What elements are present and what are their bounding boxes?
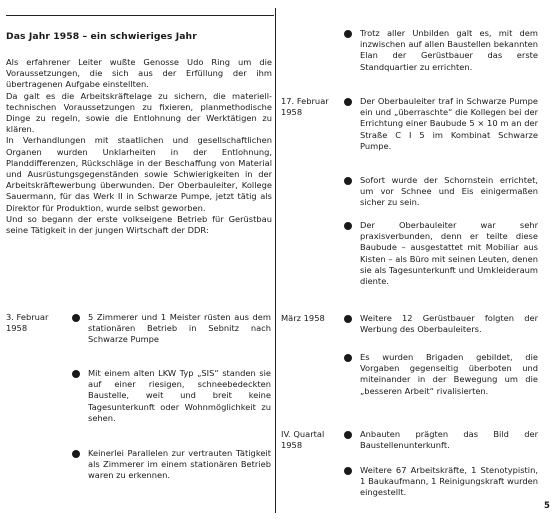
timeline-entry: Es wurden Brigaden gebildet, die Vorgaben gegenseitig überboten und miteinander in der Bewegung um die „besseren Arbeit“ rivalisierten. — [360, 352, 538, 396]
bullet-icon — [72, 370, 80, 378]
page-number: 5 — [544, 501, 550, 511]
bullet-icon — [344, 315, 352, 323]
timeline-entry: Trotz aller Unbilden galt es, mit dem inzwischen auf allen Baustellen bekannten Elan der Gerüstbauer das erste Standquartier zu errichten. — [360, 28, 538, 72]
timeline-date: 3. Februar 1958 — [6, 312, 49, 334]
timeline-entry: Sofort wurde der Schornstein errichtet, um vor Schnee und Eis einigermaßen sicher zu sein. — [360, 175, 538, 208]
timeline-date: März 1958 — [281, 313, 325, 323]
timeline-entry: Der Oberbauleiter war sehr praxisverbunden, denn er teilte diese Baubude – ausgestattet mit Mobiliar aus Kisten – als Büro mit seinen Leuten, denen sie als Tagesunterkunft und Umkleideraum diente. — [360, 220, 538, 287]
bullet-icon — [344, 354, 352, 362]
timeline-entry: 5 Zimmerer und 1 Meister rüsten aus dem stationären Betrieb in Sebnitz nach Schwarze Pumpe — [88, 312, 271, 345]
bullet-icon — [344, 98, 352, 106]
bullet-icon — [344, 177, 352, 185]
bullet-icon — [72, 314, 80, 322]
timeline-entry: Weitere 67 Arbeitskräfte, 1 Stenotypistin, 1 Baukaufmann, 1 Reinigungskraft wurden eingestellt. — [360, 465, 538, 498]
timeline-entry: Der Oberbauleiter traf in Schwarze Pumpe ein und „überraschte“ die Kollegen bei der Errichtung einer Baubude 5 × 10 m an der Straße C I 5 im Kombinat Schwarze Pumpe. — [360, 96, 538, 151]
bullet-icon — [344, 431, 352, 439]
intro-text — [6, 57, 272, 236]
intro-paragraph: In Verhandlungen mit staatlichen und gesellschaftlichen Organen wurden Unklarheiten in der Entlohnung, Planddifferenzen, Rückschläge in der Beschaffung von Material und Ausrüstungsgegenständen sowie Schwierigkeiten in der Arbeitskräftewerbung überwunden. Der Oberbauleiter, Kollege Sauermann, für das Werk II in Schwarze Pumpe, jetzt tätig als Direktor für Produktion, wurde selbst geworben. — [6, 135, 272, 213]
timeline-entry: Keinerlei Parallelen zur vertrauten Tätigkeit als Zimmerer im einem stationären Betrieb waren zu erkennen. — [88, 448, 271, 481]
section-title: Das Jahr 1958 – ein schwieriges Jahr — [6, 31, 197, 42]
intro-paragraph: Als erfahrener Leiter wußte Genosse Udo Ring um die Voraussetzungen, die sich aus der Erfüllung der ihm übertragenen Aufgabe einstellten. — [6, 57, 272, 90]
intro-paragraph: Und so begann der erste volkseigene Betrieb für Gerüstbau seine Tätigkeit in der jungen Wirtschaft der DDR: — [6, 213, 272, 236]
bullet-icon — [344, 222, 352, 230]
timeline-entry: Weitere 12 Gerüstbauer folgten der Werbung des Oberbauleiters. — [360, 313, 538, 335]
timeline-date: 17. Februar 1958 — [281, 96, 329, 118]
column-divider — [275, 8, 276, 513]
bullet-icon — [344, 30, 352, 38]
intro-paragraph: Da galt es die Arbeitskräftelage zu sichern, die materiell-technischen Voraussetzungen zu fixieren, planmethodische Dinge zu regeln, sowie die Entlohnung der Werktätigen zu klären. — [6, 90, 272, 135]
bullet-icon — [344, 467, 352, 475]
bullet-icon — [72, 450, 80, 458]
timeline-entry: Mit einem alten LKW Typ „SIS“ standen sie auf einer riesigen, schneebedeckten Baustelle, weit und breit keine Tagesunterkunft oder Wohnmöglichkeit zu sehen. — [88, 368, 271, 423]
timeline-entry: Anbauten prägten das Bild der Baustellenunterkunft. — [360, 429, 538, 451]
top-rule — [6, 15, 274, 16]
timeline-date: IV. Quartal 1958 — [281, 429, 325, 451]
